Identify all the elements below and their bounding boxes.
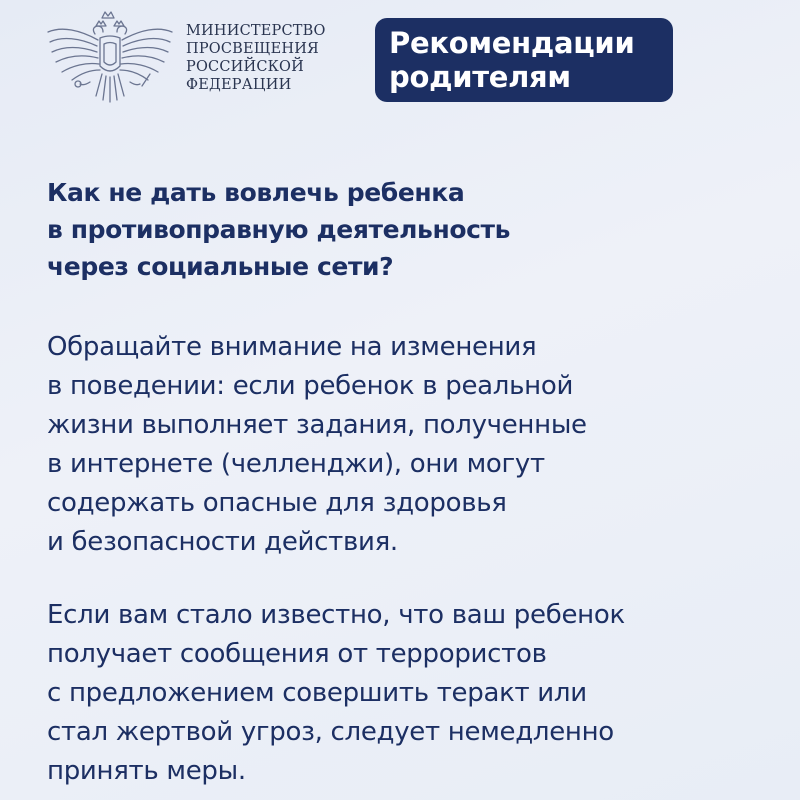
ministry-name <box>186 22 326 94</box>
paragraph-2-line-4: стал жертвой угроз, следует немедленно <box>47 717 614 747</box>
ministry-line-2: ПРОСВЕЩЕНИЯ <box>186 41 319 57</box>
heading-line-3: через социальные сети? <box>47 252 394 281</box>
paragraph-2-line-3: с предложением совершить теракт или <box>47 678 587 708</box>
ministry-line-1: МИНИСТЕРСТВО <box>186 23 326 39</box>
paragraph-1-line-4: в интернете (челленджи), они могут <box>47 449 545 479</box>
heading-line-1: Как не дать вовлечь ребенка <box>47 178 465 207</box>
badge-line-2: родителям <box>389 60 571 94</box>
paragraph-1-line-5: содержать опасные для здоровья <box>47 488 507 518</box>
page-heading <box>47 174 510 285</box>
paragraph-threat-action <box>47 596 625 791</box>
paragraph-1-line-3: жизни выполняет задания, полученные <box>47 410 587 440</box>
paragraph-1-line-2: в поведении: если ребенок в реальной <box>47 371 574 401</box>
recommendations-badge <box>375 18 673 102</box>
paragraph-2-line-5: принять меры. <box>47 756 246 786</box>
paragraph-1-line-1: Обращайте внимание на изменения <box>47 332 537 362</box>
heading-line-2: в противоправную деятельность <box>47 215 511 244</box>
paragraph-2-line-2: получает сообщения от террористов <box>47 639 547 669</box>
badge-line-1: Рекомендации <box>389 26 635 60</box>
paragraph-behavior-changes <box>47 328 587 562</box>
paragraph-1-line-6: и безопасности действия. <box>47 527 398 557</box>
paragraph-2-line-1: Если вам стало известно, что ваш ребенок <box>47 600 625 630</box>
ministry-line-4: ФЕДЕРАЦИИ <box>186 77 292 93</box>
ministry-line-3: РОССИЙСКОЙ <box>186 59 304 75</box>
double-headed-eagle-emblem-icon <box>40 4 180 116</box>
